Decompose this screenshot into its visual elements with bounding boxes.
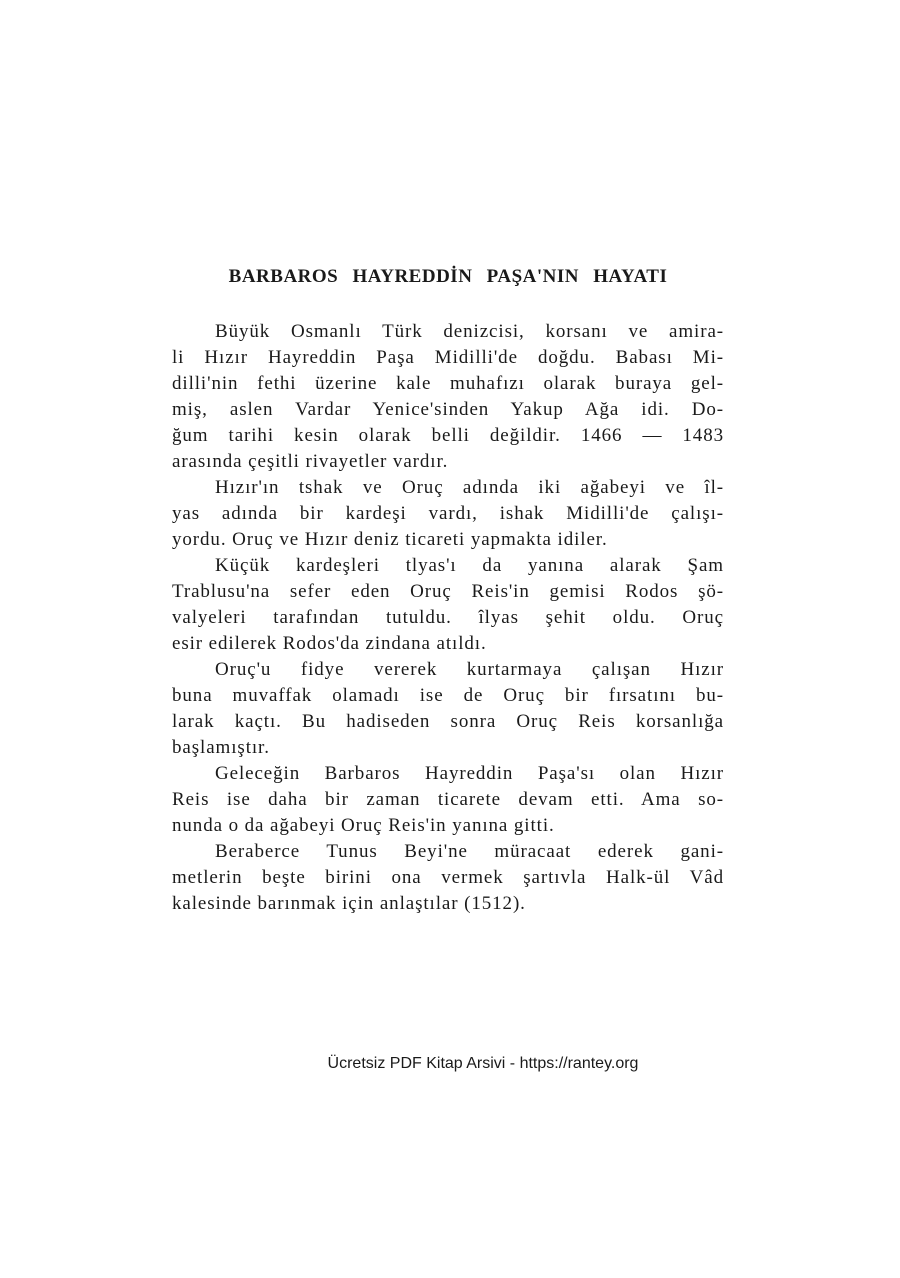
text-line: valyeleri tarafından tutuldu. îlyas şehit oldu. Oruç: [172, 607, 724, 628]
paragraph: [172, 319, 724, 475]
text-line: başlamıştır.: [172, 737, 270, 758]
text-line: arasında çeşitli rivayetler vardır.: [172, 451, 449, 472]
text-line: yordu. Oruç ve Hızır deniz ticareti yapmakta idiler.: [172, 529, 608, 550]
text-line: Reis ise daha bir zaman ticarete devam etti. Ama so-: [172, 789, 724, 810]
body-text: [172, 319, 724, 917]
paragraph: [172, 839, 724, 917]
text-line: ğum tarihi kesin olarak belli değildir. 1466 — 1483: [172, 425, 724, 446]
paragraph: [172, 553, 724, 657]
text-line: Küçük kardeşleri tlyas'ı da yanına alarak Şam: [215, 555, 724, 576]
paragraph: [172, 657, 724, 761]
text-line: miş, aslen Vardar Yenice'sinden Yakup Ağa idi. Do-: [172, 399, 724, 420]
paragraph: [172, 761, 724, 839]
footer-text: Ücretsiz PDF Kitap Arsivi - https://rantey.org: [327, 1055, 639, 1072]
text-line: dilli'nin fethi üzerine kale muhafızı olarak buraya gel-: [172, 373, 724, 394]
paragraph: [172, 475, 724, 553]
text-line: Trablusu'na sefer eden Oruç Reis'in gemisi Rodos şö-: [172, 581, 724, 602]
text-line: Oruç'u fidye vererek kurtarmaya çalışan Hızır: [215, 659, 724, 680]
text-line: nunda o da ağabeyi Oruç Reis'in yanına gitti.: [172, 815, 555, 836]
text-line: metlerin beşte birini ona vermek şartıvla Halk-ül Vâd: [172, 867, 724, 888]
text-line: esir edilerek Rodos'da zindana atıldı.: [172, 633, 487, 654]
text-line: yas adında bir kardeşi vardı, ishak Midilli'de çalışı-: [172, 503, 724, 524]
page-title: BARBAROS HAYREDDİN PAŞA'NIN HAYATI: [228, 266, 668, 287]
text-line: larak kaçtı. Bu hadiseden sonra Oruç Reis korsanlığa: [172, 711, 724, 732]
text-line: Hızır'ın tshak ve Oruç adında iki ağabeyi ve îl-: [215, 477, 724, 498]
text-line: Büyük Osmanlı Türk denizcisi, korsanı ve amira-: [215, 321, 724, 342]
text-line: li Hızır Hayreddin Paşa Midilli'de doğdu. Babası Mi-: [172, 347, 724, 368]
text-line: kalesinde barınmak için anlaştılar (1512).: [172, 893, 526, 914]
text-line: Geleceğin Barbaros Hayreddin Paşa'sı olan Hızır: [215, 763, 724, 784]
text-line: buna muvaffak olamadı ise de Oruç bir fırsatını bu-: [172, 685, 724, 706]
text-line: Beraberce Tunus Beyi'ne müracaat ederek gani-: [215, 841, 724, 862]
